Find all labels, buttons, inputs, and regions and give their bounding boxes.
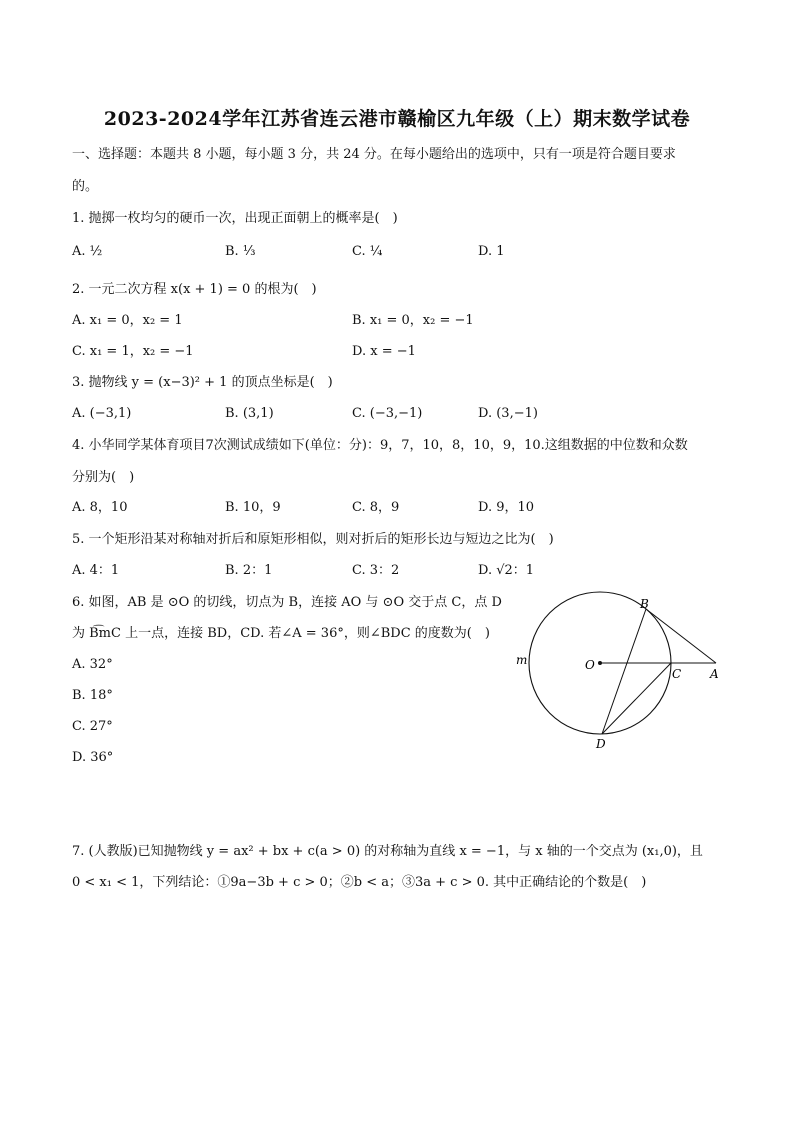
q1-option-b: B. ⅓ bbox=[225, 244, 256, 259]
label-b: B bbox=[640, 597, 649, 611]
q6-geometry-figure bbox=[500, 588, 740, 758]
q2-stem: 2. 一元二次方程 x(x + 1) = 0 的根为( ) bbox=[72, 282, 317, 297]
q6-option-b: B. 18° bbox=[72, 688, 113, 703]
q5-option-d: D. √2：1 bbox=[478, 563, 535, 578]
q6-stem-line2: 为 B͡mC 上一点，连接 BD，CD. 若∠A = 36°，则∠BDC 的度数为( ) bbox=[72, 626, 490, 641]
q2-option-c: C. x₁ = 1，x₂ = −1 bbox=[72, 344, 194, 359]
q3-option-a: A. (−3,1) bbox=[72, 406, 132, 421]
label-a: A bbox=[710, 667, 719, 681]
q1-stem: 1. 抛掷一枚均匀的硬币一次，出现正面朝上的概率是( ) bbox=[72, 211, 398, 226]
q4-option-d: D. 9，10 bbox=[478, 500, 535, 515]
q6-option-c: C. 27° bbox=[72, 719, 113, 734]
q2-option-b: B. x₁ = 0，x₂ = −1 bbox=[352, 313, 474, 328]
label-o: O bbox=[585, 658, 595, 672]
q2-option-d: D. x = −1 bbox=[352, 344, 416, 359]
q5-stem: 5. 一个矩形沿某对称轴对折后和原矩形相似，则对折后的矩形长边与短边之比为( ) bbox=[72, 532, 554, 547]
q4-stem-line2: 分别为( ) bbox=[72, 470, 135, 485]
q1-option-a: A. ½ bbox=[72, 244, 103, 259]
section-instructions-line1: 一、选择题：本题共 8 小题，每小题 3 分，共 24 分。在每小题给出的选项中，只有一项是符合题目要求 bbox=[72, 147, 676, 162]
q6-stem-line1: 6. 如图，AB 是 ⊙O 的切线，切点为 B，连接 AO 与 ⊙O 交于点 C，点 D bbox=[72, 595, 502, 610]
q5-option-c: C. 3：2 bbox=[352, 563, 400, 578]
segment-bd bbox=[602, 609, 646, 734]
center-point-o bbox=[598, 661, 602, 665]
q5-option-a: A. 4：1 bbox=[72, 563, 120, 578]
page-title: 2023-2024学年江苏省连云港市赣榆区九年级（上）期末数学试卷 bbox=[103, 108, 691, 130]
q2-option-a: A. x₁ = 0，x₂ = 1 bbox=[72, 313, 183, 328]
q7-stem-line2: 0 < x₁ < 1，下列结论：①9a−3b + c > 0；②b < a；③3a + c > 0. 其中正确结论的个数是( ) bbox=[72, 875, 647, 890]
q6-option-d: D. 36° bbox=[72, 750, 114, 765]
tangent-ab bbox=[646, 609, 716, 663]
q6-option-a: A. 32° bbox=[72, 657, 113, 672]
q4-option-b: B. 10，9 bbox=[225, 500, 281, 515]
q3-option-c: C. (−3,−1) bbox=[352, 406, 423, 421]
q1-option-d: D. 1 bbox=[478, 244, 505, 259]
q5-option-b: B. 2：1 bbox=[225, 563, 273, 578]
q4-option-a: A. 8，10 bbox=[72, 500, 128, 515]
label-d: D bbox=[596, 737, 606, 751]
label-c: C bbox=[672, 667, 682, 681]
q4-stem-line1: 4. 小华同学某体育项目7次测试成绩如下(单位：分)：9，7，10，8，10，9，10.这组数据的中位数和众数 bbox=[72, 438, 688, 453]
label-m: m bbox=[516, 653, 528, 667]
q7-stem-line1: 7. (人教版)已知抛物线 y = ax² + bx + c(a > 0) 的对称轴为直线 x = −1，与 x 轴的一个交点为 (x₁,0)，且 bbox=[72, 844, 703, 859]
q1-option-c: C. ¼ bbox=[352, 244, 383, 259]
q3-option-d: D. (3,−1) bbox=[478, 406, 538, 421]
q3-stem: 3. 抛物线 y = (x−3)² + 1 的顶点坐标是( ) bbox=[72, 375, 333, 390]
section-instructions-line2: 的。 bbox=[72, 179, 99, 194]
q4-option-c: C. 8，9 bbox=[352, 500, 400, 515]
q3-option-b: B. (3,1) bbox=[225, 406, 274, 421]
